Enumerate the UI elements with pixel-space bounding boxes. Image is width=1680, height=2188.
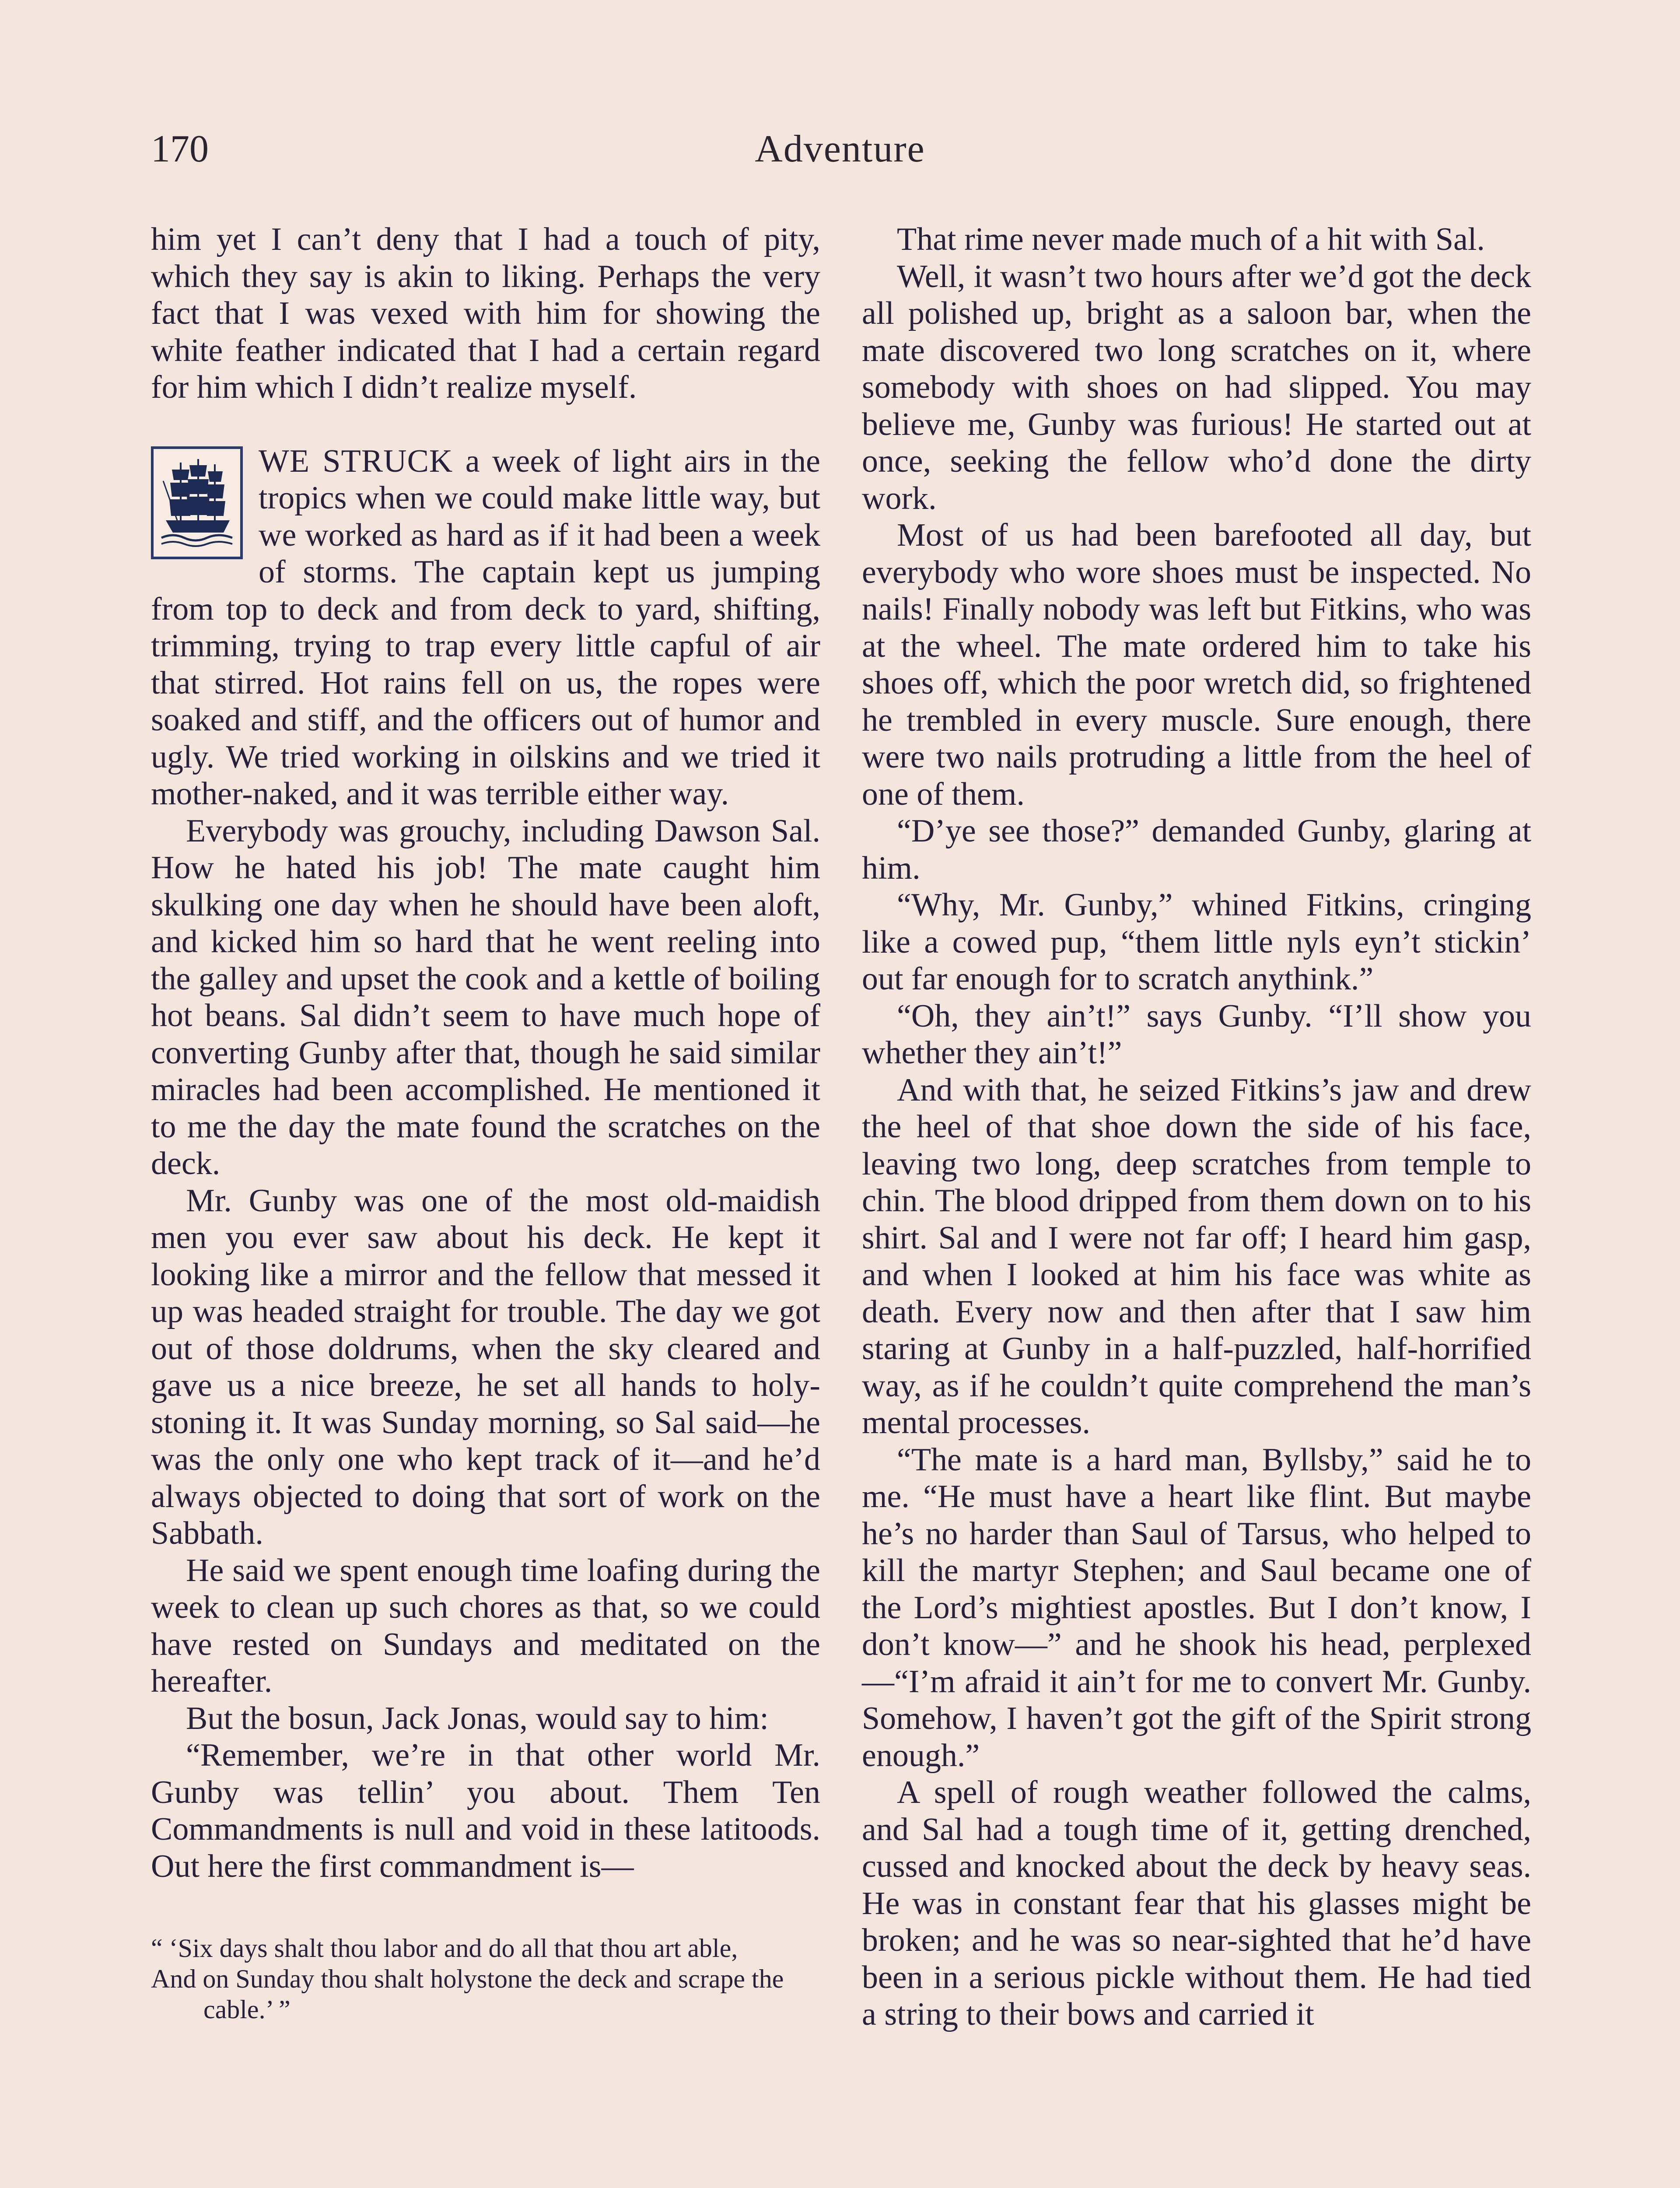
right-column (862, 221, 1531, 2033)
verse-line: “ ‘Six days shalt thou labor and do all that thou art able, (151, 1934, 738, 1963)
paragraph: “Oh, they ain’t!” says Gunby. “I’ll show you whether they ain’t!” (862, 998, 1531, 1071)
running-title: Adventure (755, 128, 925, 170)
paragraph: “The mate is a hard man, Byllsby,” said he to me. “He must have a heart like flint. But maybe he’s no harder than Saul of Tarsus, who helped to kill the martyr Stephen; and Saul became one of the Lord’s mightiest apostles. But I don’t know, I don’t know—” and he shook his head, perplexed—“I’m afraid it ain’t for me to convert Mr. Gunby. Somehow, I haven’t got the gift of the Spirit strong enough.” (862, 1441, 1531, 1774)
verse-line: And on Sunday thou shalt holystone the deck and scrape the cable.’ ” (151, 1964, 784, 2024)
paragraph: Mr. Gunby was one of the most old-maidish men you ever saw about his deck. He kept it looking like a mirror and the fellow that messed it up was headed straight for trouble. The day we got out of those doldrums, when the sky cleared and gave us a nice breeze, he set all hands to holystoning it. It was Sunday morning, so Sal said—he was the only one who kept track of it—and he’d always objected to doing that sort of work on the Sabbath. (151, 1182, 820, 1551)
page-number: 170 (151, 128, 209, 170)
paragraph: That rime never made much of a hit with Sal. (897, 221, 1485, 257)
paragraph: “D’ye see those?” demanded Gunby, glaring at him. (862, 813, 1531, 886)
left-column (151, 221, 820, 2025)
paragraph: He said we spent enough time loafing during the week to clean up such chores as that, so we could have rested on Sundays and meditated on the hereafter. (151, 1552, 820, 1699)
paragraph: “Remember, we’re in that other world Mr. Gunby was tellin’ you about. Them Ten Commandments is null and void in these latitoods. Out here the first commandment is— (151, 1737, 820, 1884)
paragraph-text: a week of light airs in the tropics when we could make little way, but we worked as hard as if it had been a week of storms. The captain kept us jumping from top to deck and from deck to yard, shifting, trimming, trying to trap every little capful of air that stirred. Hot rains fell on us, the ropes were soaked and stiff, and the officers out of humor and ugly. We tried working in oilskins and we tried it mother-naked, and it was terrible either way. (151, 443, 821, 812)
paragraph: him yet I can’t deny that I had a touch of pity, which they say is akin to liking. Perhaps the very fact that I was vexed with him for showing the white feather indicated that I had a certain regard for him which I didn’t realize myself. (151, 221, 820, 405)
verse-block (151, 1933, 820, 2025)
paragraph: And with that, he seized Fitkins’s jaw and drew the heel of that shoe down the side of his face, leaving two long, deep scratches from temple to chin. The blood dripped from them down on to his shirt. Sal and I were not far off; I heard him gasp, and when I looked at him his face was white as death. Every now and then after that I saw him staring at Gunby in a half-puzzled, half-horrified way, as if he couldn’t quite comprehend the man’s mental processes. (862, 1072, 1531, 1441)
paragraph: A spell of rough weather followed the calms, and Sal had a tough time of it, getting drenched, cussed and knocked about the deck by heavy seas. He was in constant fear that his glasses might be broken; and he was so near-sighted that he’d have been in a serious pickle without them. He had tied a string to their bows and carried it (862, 1774, 1531, 2032)
paragraph: Well, it wasn’t two hours after we’d got the deck all polished up, bright as a saloon bar, when the mate discovered two long scratches on it, where somebody with shoes on had slipped. You may believe me, Gunby was furious! He started out at once, seeking the fellow who’d done the dirty work. (862, 258, 1531, 516)
paragraph-with-dropcap (151, 443, 820, 813)
paragraph: But the bosun, Jack Jonas, would say to him: (186, 1700, 769, 1736)
paragraph: “Why, Mr. Gunby,” whined Fitkins, cringing like a cowed pup, “them little nyls eyn’t stickin’ out far enough for to scratch anythink.” (862, 887, 1531, 997)
paragraph: Everybody was grouchy, including Dawson Sal. How he hated his job! The mate caught him skulking one day when he should have been aloft, and kicked him so hard that he went reeling into the galley and upset the cook and a kettle of boiling hot beans. Sal didn’t seem to have much hope of converting Gunby after that, though he said similar miracles had been accomplished. He mentioned it to me the day the mate found the scratches on the deck. (151, 813, 820, 1182)
dropcap-lead-text: WE STRUCK (259, 443, 453, 479)
sailing-ship-icon (151, 446, 243, 559)
paragraph: Most of us had been barefooted all day, but everybody who wore shoes must be inspected. No nails! Finally nobody was left but Fitkins, who was at the wheel. The mate ordered him to take his shoes off, which the poor wretch did, so frightened he trembled in every muscle. Sure enough, there were two nails protruding a little from the heel of one of them. (862, 517, 1531, 812)
